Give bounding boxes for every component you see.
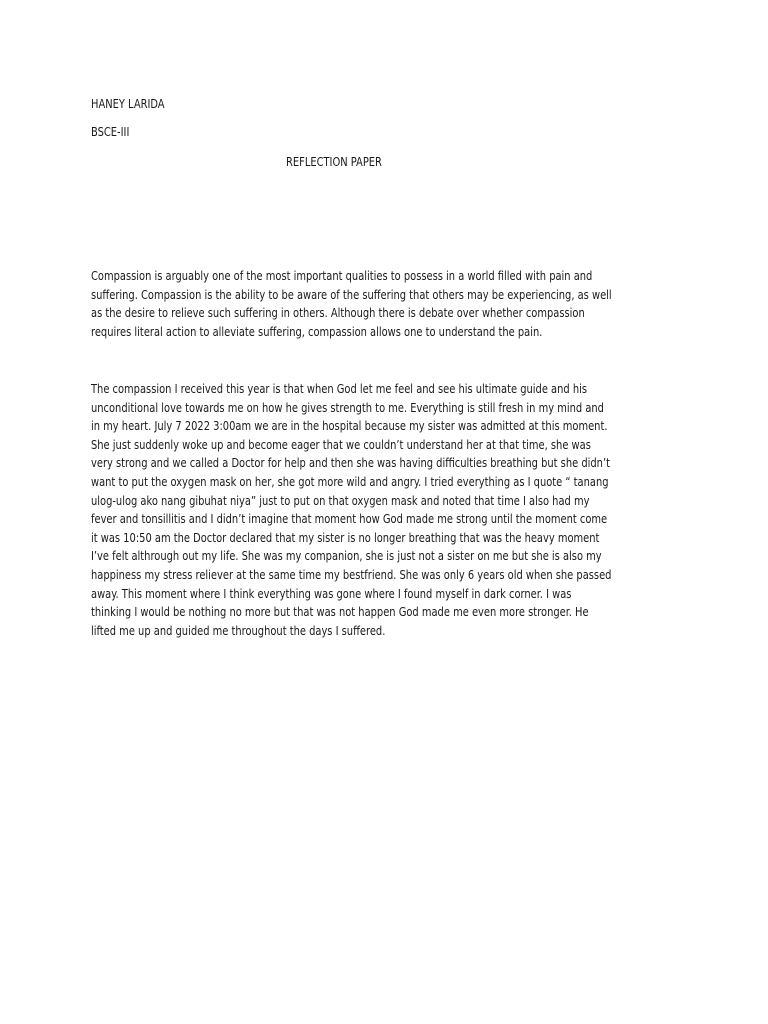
paragraph-line: away. This moment where I think everything was gone where I found myself in dark corner. I was [91,585,572,601]
paragraph-line: happiness my stress reliever at the same time my bestfriend. She was only 6 years old when she passed [91,566,612,582]
paragraph-line: suffering. Compassion is the ability to be aware of the suffering that others may be experiencing, as well [91,286,612,302]
paragraph-line: lifted me up and guided me throughout the days I suffered. [91,622,386,638]
paragraph-2 [91,380,691,640]
paragraph-line: Compassion is arguably one of the most important qualities to possess in a world filled with pain and [91,268,593,283]
paragraph-line: as the desire to relieve such suffering in others. Although there is debate over whether compassion [91,305,585,321]
paragraph-line: I’ve felt althrough out my life. She was my companion, she is just not a sister on me but she is also my [91,548,602,564]
paragraph-line: The compassion I received this year is that when God let me feel and see his ultimate guide and his [91,381,588,396]
paragraph-line: fever and tonsillitis and I didn’t imagine that moment how God made me strong until the moment come [91,511,608,527]
paragraph-line: thinking I would be nothing no more but that was not happen God made me even more stronger. He [91,604,589,620]
paragraph-line: requires literal action to alleviate suffering, compassion allows one to understand the pain. [91,323,543,339]
paragraph-line: ulog-ulog ako nang gibuhat niya” just to put on that oxygen mask and noted that time I also had my [91,492,590,508]
paragraph-1 [91,267,691,341]
paragraph-line: very strong and we called a Doctor for help and then she was having difficulties breathing but she didn’t [91,455,610,471]
paper-title: REFLECTION PAPER [286,154,382,169]
author-name: HANEY LARIDA [91,96,165,111]
paragraph-line: She just suddenly woke up and become eager that we couldn’t understand her at that time, she was [91,436,591,452]
paragraph-line: it was 10:50 am the Doctor declared that my sister is no longer breathing that was the heavy moment [91,529,600,545]
paragraph-line: in my heart. July 7 2022 3:00am we are in the hospital because my sister was admitted at this moment. [91,418,608,434]
paragraph-line: unconditional love towards me on how he gives strength to me. Everything is still fresh in my mind and [91,399,604,415]
paragraph-line: want to put the oxygen mask on her, she got more wild and angry. I tried everything as I quote “ tanang [91,473,609,489]
course-label: BSCE-III [91,124,130,139]
